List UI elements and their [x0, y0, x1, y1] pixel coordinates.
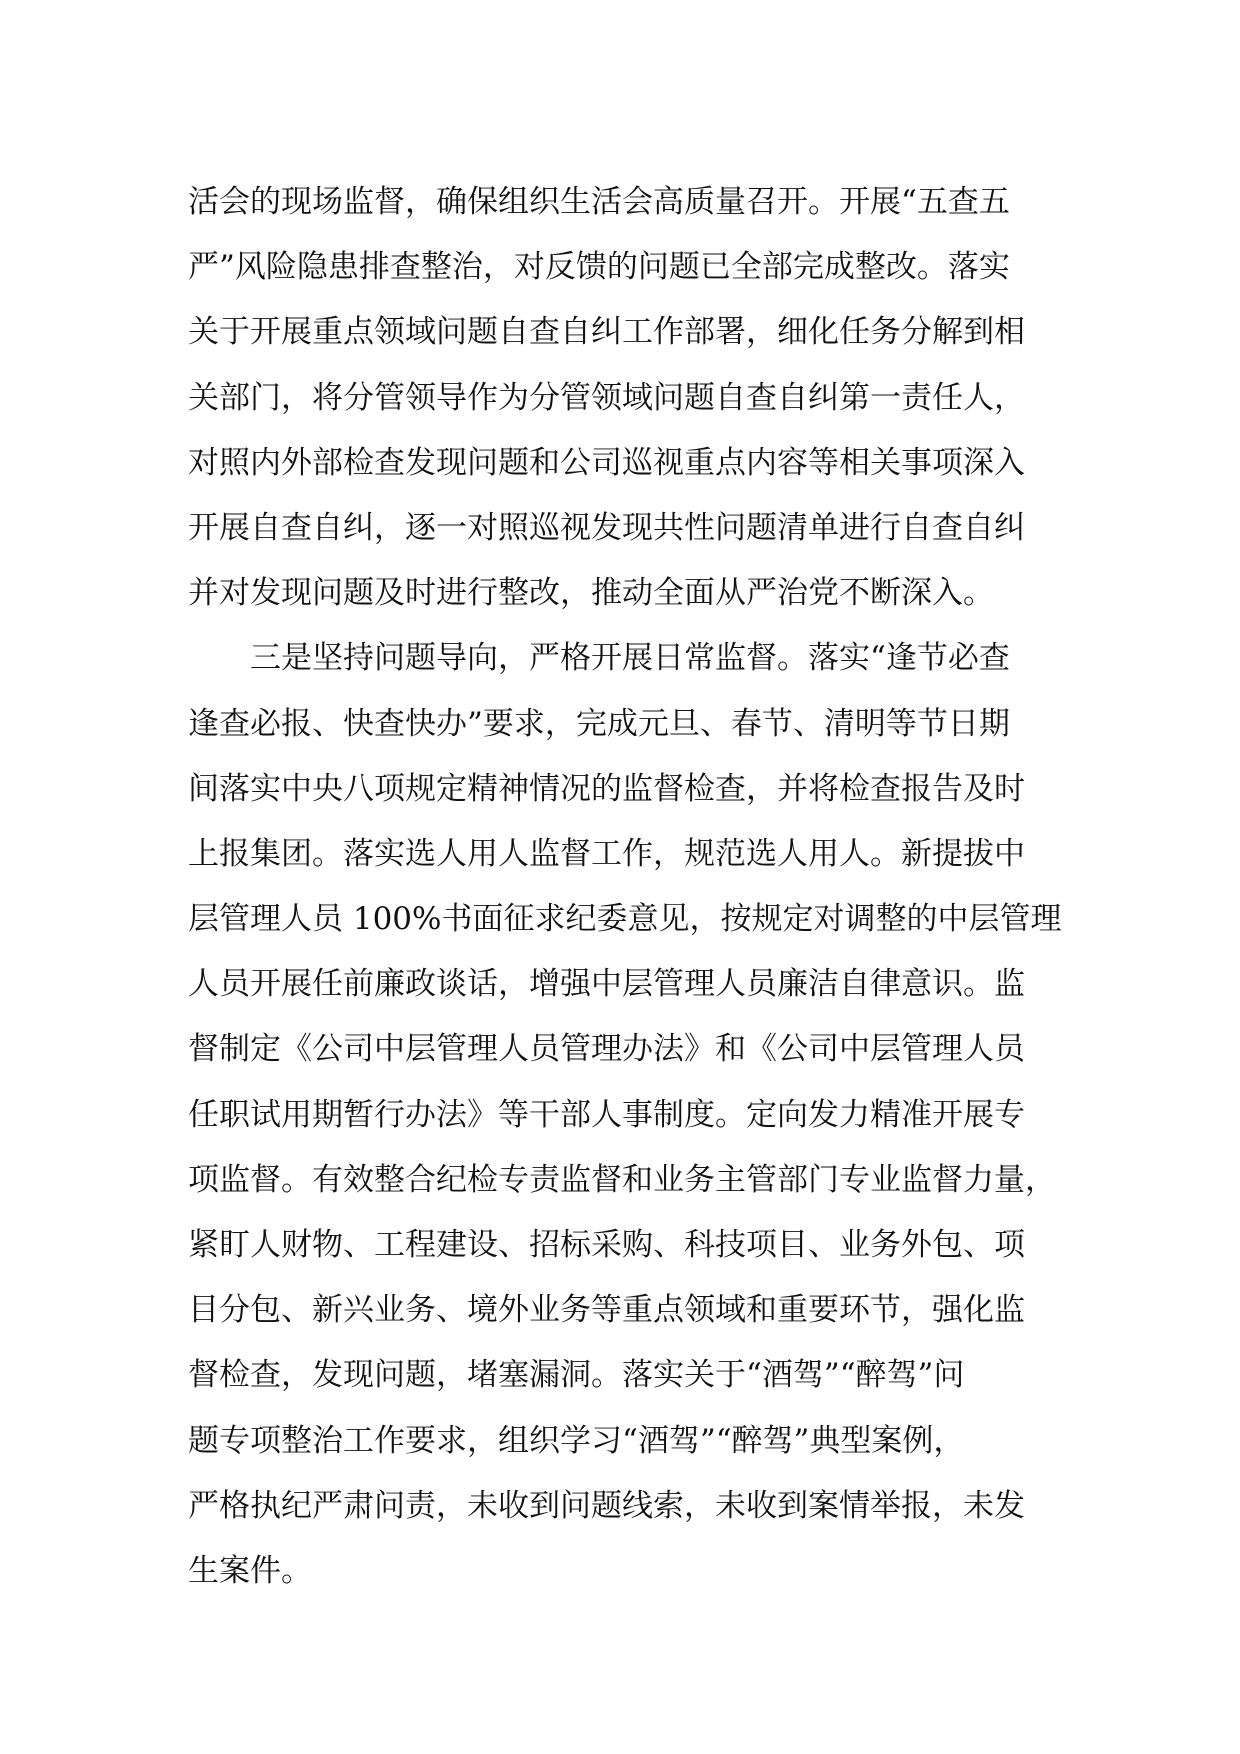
text-line: 人员开展任前廉政谈话，增强中层管理人员廉洁自律意识。监 [188, 966, 1025, 1003]
text-line: 层管理人员 100%书面征求纪委意见，按规定对调整的中层管理 [188, 901, 1062, 938]
text-line: 目分包、新兴业务、境外业务等重点领域和重要环节，强化监 [188, 1292, 1025, 1329]
text-line: 关于开展重点领域问题自查自纠工作部署，细化任务分解到相 [188, 314, 1025, 351]
text-line: 题专项整治工作要求，组织学习“酒驾”“醉驾”典型案例， [188, 1422, 965, 1459]
text-line: 严格执纪严肃问责，未收到问题线索，未收到案情举报，未发 [188, 1487, 1025, 1524]
paragraph-1 [188, 170, 1088, 626]
text-line: 紧盯人财物、工程建设、招标采购、科技项目、业务外包、项 [188, 1227, 1025, 1263]
text-line: 逢查必报、快查快办”要求，完成元旦、春节、清明等节日期 [188, 705, 1010, 742]
text-line: 关部门，将分管领导作为分管领域问题自查自纠第一责任人， [188, 379, 1025, 416]
text-line: 三是坚持问题导向，严格开展日常监督。落实“逢节必查 [250, 640, 1010, 677]
text-line: 并对发现问题及时进行整改，推动全面从严治党不断深入。 [188, 575, 994, 612]
text-line: 生案件。 [188, 1552, 312, 1589]
text-line: 活会的现场监督，确保组织生活会高质量召开。开展“五查五 [188, 184, 1010, 220]
text-line: 督制定《公司中层管理人员管理办法》和《公司中层管理人员 [188, 1031, 1025, 1068]
text-line: 督检查，发现问题，堵塞漏洞。落实关于“酒驾”“醉驾”问 [188, 1357, 965, 1394]
text-line: 项监督。有效整合纪检专责监督和业务主管部门专业监督力量， [188, 1161, 1056, 1198]
paragraph-2 [188, 626, 1088, 1604]
text-line: 任职试用期暂行办法》等干部人事制度。定向发力精准开展专 [188, 1096, 1025, 1133]
text-line: 间落实中央八项规定精神情况的监督检查，并将检查报告及时 [188, 770, 1025, 807]
text-line: 严”风险隐患排查整治，对反馈的问题已全部完成整改。落实 [188, 249, 1010, 286]
text-line: 开展自查自纠，逐一对照巡视发现共性问题清单进行自查自纠 [188, 509, 1025, 546]
text-line: 上报集团。落实选人用人监督工作，规范选人用人。新提拔中 [188, 835, 1025, 872]
body-text [188, 170, 1088, 1604]
text-line: 对照内外部检查发现问题和公司巡视重点内容等相关事项深入 [188, 444, 1025, 481]
